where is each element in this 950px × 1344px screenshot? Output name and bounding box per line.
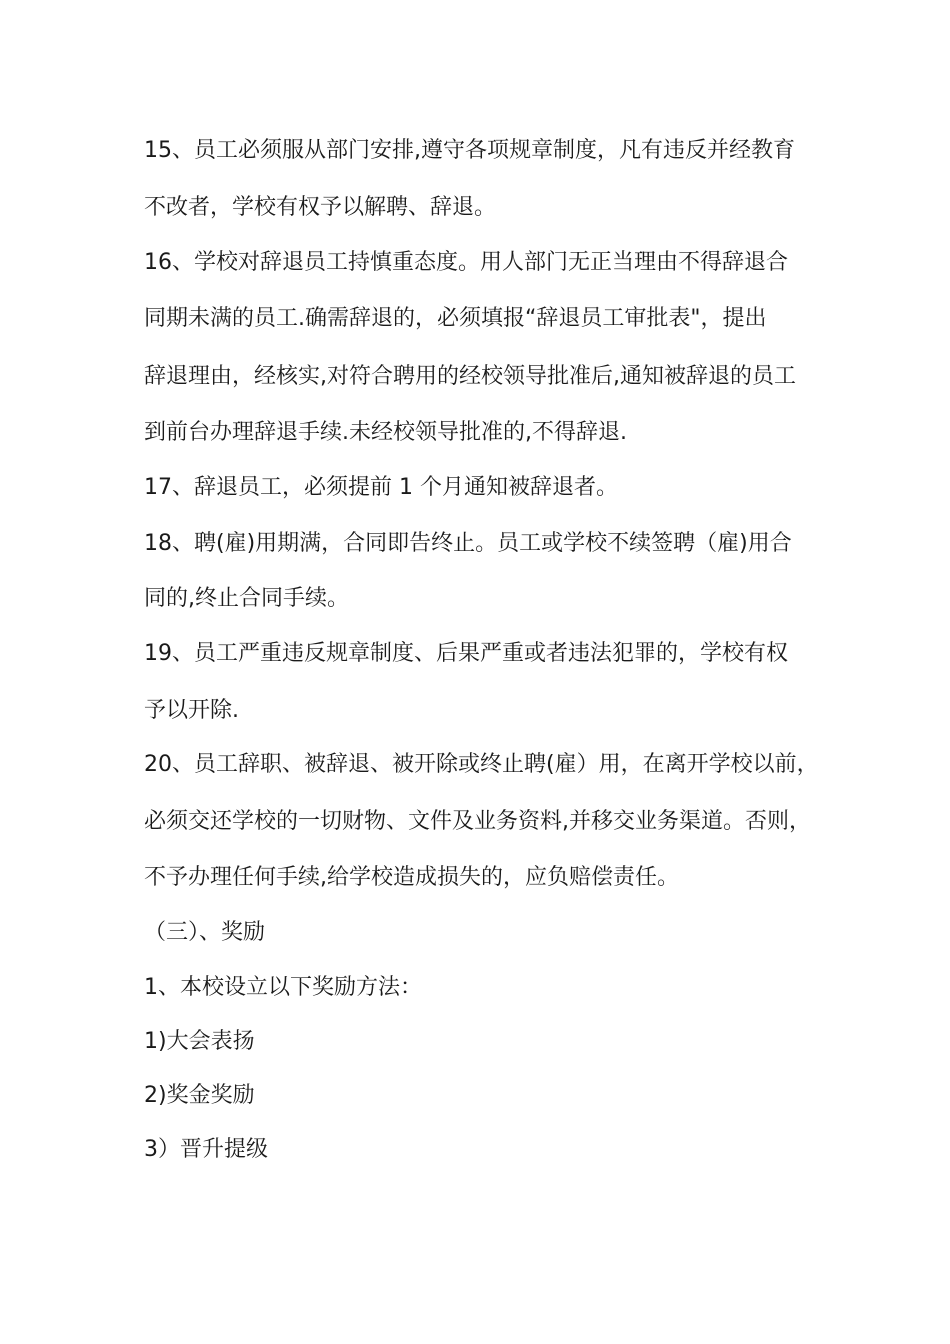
list-item: 1)大会表扬 (144, 1029, 255, 1054)
list-item: 3）晋升提级 (144, 1137, 268, 1162)
section-heading-rewards: （三）、奖励 (144, 920, 266, 945)
paragraph-line-16a: 16、学校对辞退员工持慎重态度。用人部门无正当理由不得辞退合 (144, 250, 788, 275)
paragraph-line-16d: 到前台办理辞退手续.未经校领导批准的,不得辞退. (144, 420, 627, 445)
list-item: 2)奖金奖励 (144, 1083, 255, 1108)
paragraph-line-20c: 不予办理任何手续,给学校造成损失的，应负赔偿责任。 (144, 865, 679, 890)
paragraph-line-18b: 同的,终止合同手续。 (144, 586, 349, 611)
paragraph-line-15b: 不改者，学校有权予以解聘、辞退。 (144, 195, 497, 220)
paragraph-line-19a: 19、员工严重违反规章制度、后果严重或者违法犯罪的，学校有权 (144, 641, 788, 666)
paragraph-line-15a: 15、员工必须服从部门安排,遵守各项规章制度，凡有违反并经教育 (144, 138, 795, 163)
paragraph-line-20a: 20、员工辞职、被辞退、被开除或终止聘(雇）用，在离开学校以前， (144, 752, 819, 777)
list-intro: 1、本校设立以下奖励方法： (144, 975, 422, 1000)
paragraph-line-17: 17、辞退员工，必须提前 1 个月通知被辞退者。 (144, 475, 618, 500)
paragraph-line-16c: 辞退理由，经核实,对符合聘用的经校领导批准后,通知被辞退的员工 (144, 364, 796, 389)
paragraph-line-20b: 必须交还学校的一切财物、文件及业务资料,并移交业务渠道。否则， (144, 809, 811, 834)
paragraph-line-18a: 18、聘(雇)用期满，合同即告终止。员工或学校不续签聘（雇)用合 (144, 531, 792, 556)
paragraph-line-16b: 同期未满的员工.确需辞退的，必须填报“辞退员工审批表"，提出 (144, 306, 767, 331)
paragraph-line-19b: 予以开除. (144, 698, 239, 723)
